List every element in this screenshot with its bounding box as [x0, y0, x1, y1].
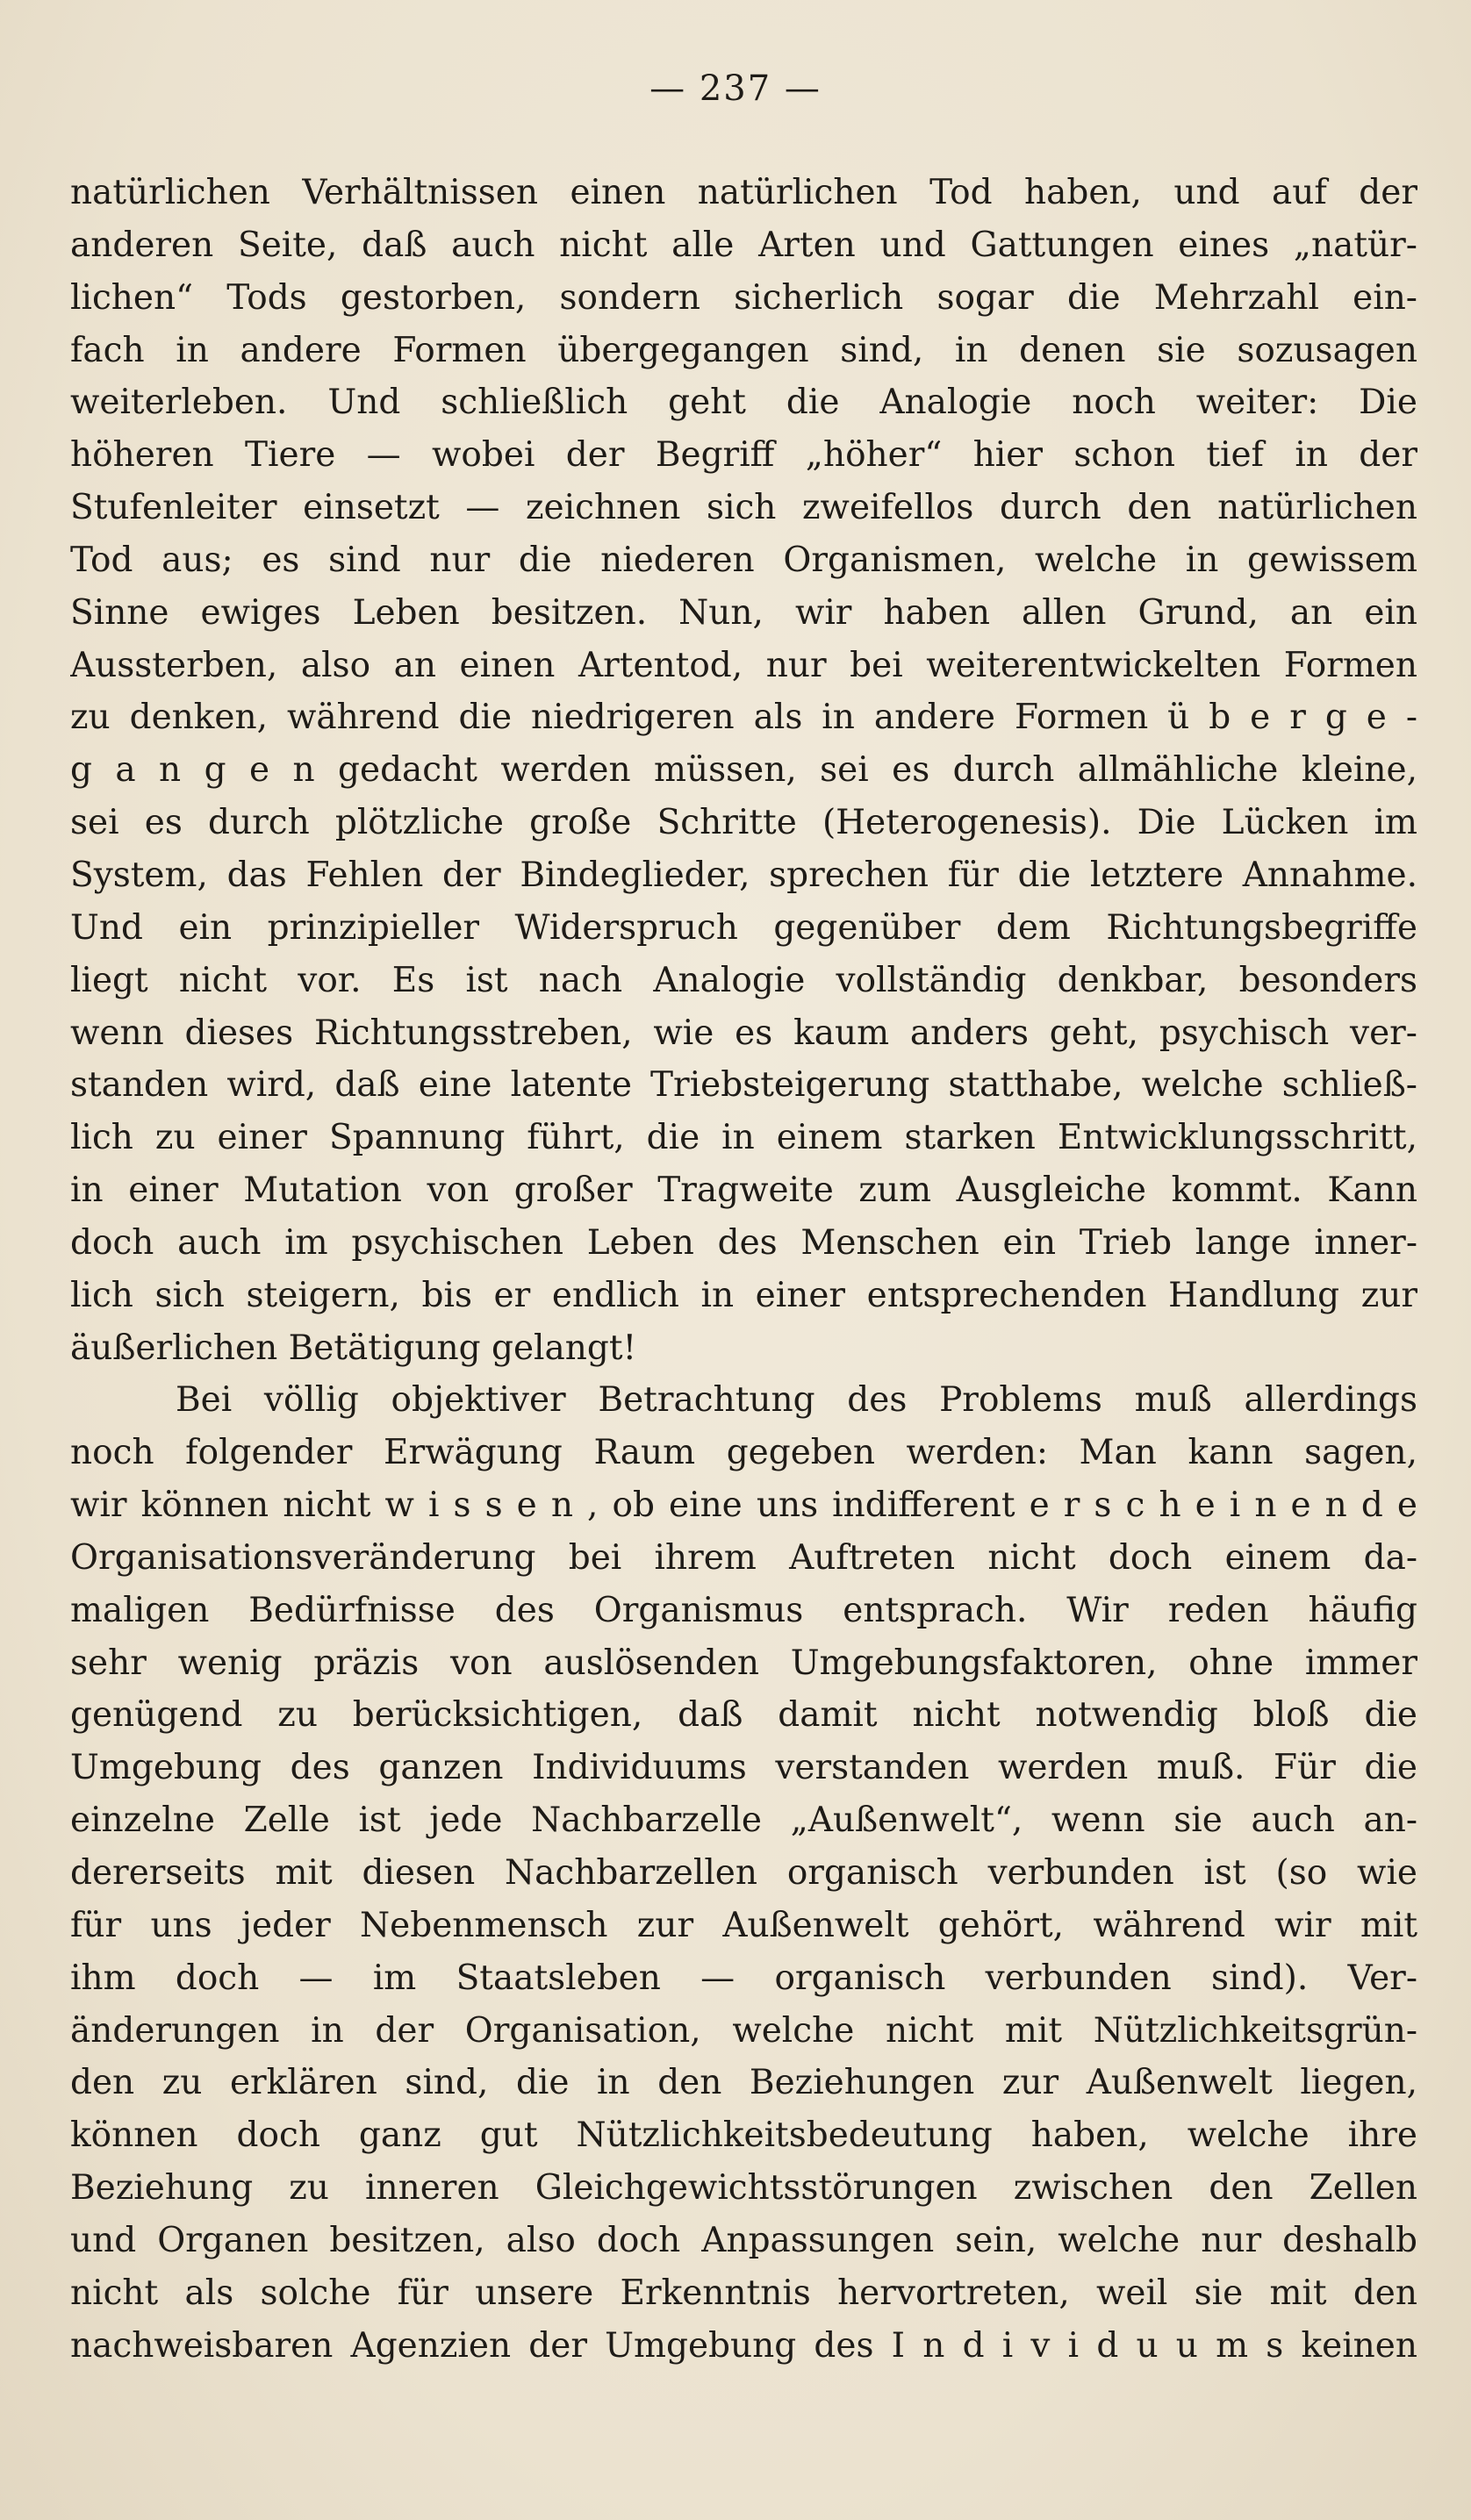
text-line: doch auch im psychischen Leben des Menschen ein Trieb lange inner-	[70, 1222, 1417, 1263]
text-line: Stufenleiter einsetzt — zeichnen sich zweifellos durch den natürlichen	[70, 488, 1417, 528]
text-line: einzelne Zelle ist jede Nachbarzelle „Außenwelt“, wenn sie auch an-	[70, 1801, 1417, 1841]
text-line: zu denken, während die niedrigeren als in andere Formen ü b e r g e -	[70, 698, 1417, 738]
text-line: in einer Mutation von großer Tragweite zum Ausgleiche kommt. Kann	[70, 1171, 1417, 1211]
text-line: weiterleben. Und schließlich geht die Analogie noch weiter: Die	[70, 383, 1417, 423]
text-line: noch folgender Erwägung Raum gegeben werden: Man kann sagen,	[70, 1433, 1417, 1473]
text-line: System, das Fehlen der Bindeglieder, sprechen für die letztere Annahme.	[70, 855, 1417, 895]
text-line: nicht als solche für unsere Erkenntnis hervortreten, weil sie mit den	[70, 2273, 1417, 2313]
text-line: Sinne ewiges Leben besitzen. Nun, wir haben allen Grund, an ein	[70, 592, 1417, 633]
text-line: sei es durch plötzliche große Schritte (Heterogenesis). Die Lücken im	[70, 803, 1417, 843]
text-line: können doch ganz gut Nützlichkeitsbedeutung haben, welche ihre	[70, 2116, 1417, 2156]
page-number: — 237 —	[649, 68, 822, 109]
text-line: Und ein prinzipieller Widerspruch gegenüber dem Richtungsbegriffe	[70, 907, 1417, 948]
text-line: genügend zu berücksichtigen, daß damit nicht notwendig bloß die	[70, 1695, 1417, 1736]
text-line: maligen Bedürfnisse des Organismus entsprach. Wir reden häufig	[70, 1590, 1417, 1630]
text-line: lich sich steigern, bis er endlich in einer entsprechenden Handlung zur	[70, 1275, 1417, 1315]
text-line: g a n g e n gedacht werden müssen, sei es durch allmähliche kleine,	[70, 750, 1417, 791]
text-line: Beziehung zu inneren Gleichgewichtsstörungen zwischen den Zellen	[70, 2168, 1417, 2209]
text-line: anderen Seite, daß auch nicht alle Arten und Gattungen eines „natür-	[70, 225, 1417, 265]
text-line: für uns jeder Nebenmensch zur Außenwelt gehört, während wir mit	[70, 1905, 1417, 1945]
text-line: nachweisbaren Agenzien der Umgebung des I n d i v i d u u m s keinen	[70, 2325, 1417, 2366]
text-line: fach in andere Formen übergegangen sind, in denen sie sozusagen	[70, 330, 1417, 370]
text-line: Tod aus; es sind nur die niederen Organismen, welche in gewissem	[70, 540, 1417, 580]
text-line: natürlichen Verhältnissen einen natürlichen Tod haben, und auf der	[70, 173, 1417, 212]
page-body	[70, 167, 1417, 2372]
text-line: Organisationsveränderung bei ihrem Auftreten nicht doch einem da-	[70, 1537, 1417, 1578]
text-line: Umgebung des ganzen Individuums verstanden werden muß. Für die	[70, 1748, 1417, 1788]
text-line: und Organen besitzen, also doch Anpassungen sein, welche nur deshalb	[70, 2220, 1417, 2260]
text-line: lichen“ Tods gestorben, sondern sicherlich sogar die Mehrzahl ein-	[70, 277, 1417, 318]
text-line: dererseits mit diesen Nachbarzellen organisch verbunden ist (so wie	[70, 1853, 1417, 1893]
text-line: standen wird, daß eine latente Triebsteigerung statthabe, welche schließ-	[70, 1065, 1417, 1106]
text-line: den zu erklären sind, die in den Beziehungen zur Außenwelt liegen,	[70, 2063, 1417, 2103]
text-line: liegt nicht vor. Es ist nach Analogie vollständig denkbar, besonders	[70, 960, 1417, 1000]
text-line: wir können nicht w i s s e n , ob eine uns indifferent e r s c h e i n e n d e	[70, 1486, 1417, 1526]
text-line: lich zu einer Spannung führt, die in einem starken Entwicklungsschritt,	[70, 1118, 1417, 1158]
text-line: höheren Tiere — wobei der Begriff „höher“ hier schon tief in der	[70, 435, 1417, 476]
text-line-paragraph-start: Bei völlig objektiver Betrachtung des Problems muß allerdings	[176, 1380, 1417, 1421]
text-line: Aussterben, also an einen Artentod, nur bei weiterentwickelten Formen	[70, 645, 1417, 685]
text-line: änderungen in der Organisation, welche nicht mit Nützlichkeitsgrün-	[70, 2010, 1417, 2051]
text-line: ihm doch — im Staatsleben — organisch verbunden sind). Ver-	[70, 1958, 1417, 1998]
text-line: sehr wenig präzis von auslösenden Umgebungsfaktoren, ohne immer	[70, 1643, 1417, 1683]
text-line: wenn dieses Richtungsstreben, wie es kaum anders geht, psychisch ver-	[70, 1013, 1417, 1053]
text-line: äußerlichen Betätigung gelangt!	[70, 1328, 637, 1368]
